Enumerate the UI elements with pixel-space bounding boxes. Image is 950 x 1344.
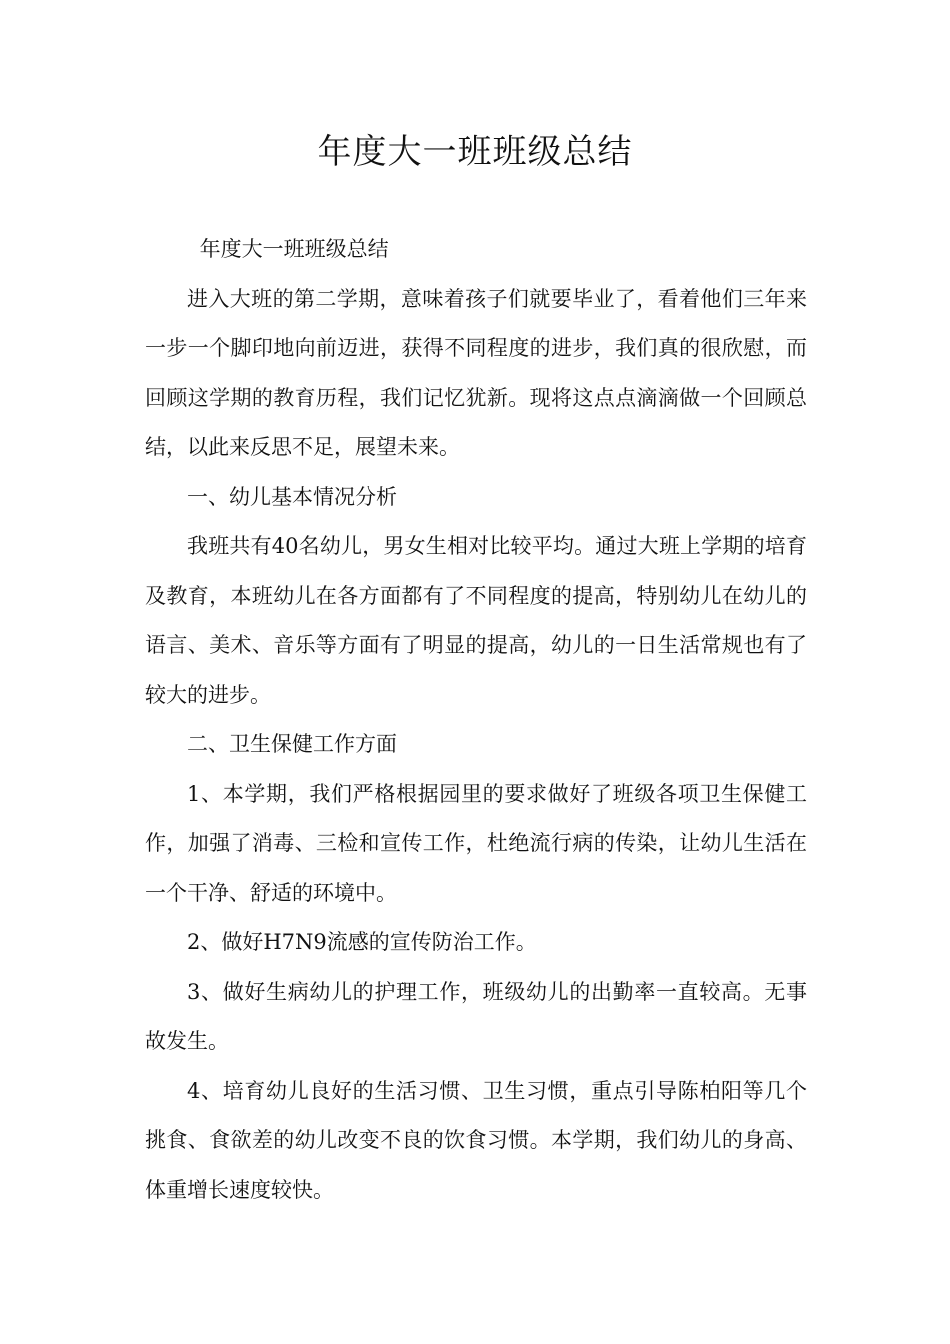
document-body [145, 225, 807, 1215]
section-heading-basic-situation: 一、幼儿基本情况分析 [187, 484, 397, 509]
paragraph-basic-situation: 我班共有40名幼儿，男女生相对比较平均。通过大班上学期的培育及教育，本班幼儿在各方面都有了不同程度的提高，特别幼儿在幼儿的语言、美术、音乐等方面有了明显的提高，幼儿的一日生活常规也有了较大的进步。 [145, 534, 807, 707]
section-heading-health-care: 二、卫生保健工作方面 [187, 732, 397, 756]
list-item-health-4: 4、培育幼儿良好的生活习惯、卫生习惯，重点引导陈柏阳等几个挑食、食欲差的幼儿改变不良的饮食习惯。本学期，我们幼儿的身高、体重增长速度较快。 [145, 1078, 807, 1202]
list-item-health-2: 2、做好H7N9流感的宣传防治工作。 [187, 930, 537, 954]
document-subtitle: 年度大一班班级总结 [199, 237, 389, 261]
paragraph-intro: 进入大班的第二学期，意味着孩子们就要毕业了，看着他们三年来一步一个脚印地向前迈进，获得不同程度的进步，我们真的很欣慰，而回顾这学期的教育历程，我们记忆犹新。现将这点点滴滴做一个回顾总结，以此来反思不足，展望未来。 [145, 286, 807, 459]
list-item-health-1: 1、本学期，我们严格根据园里的要求做好了班级各项卫生保健工作，加强了消毒、三检和宣传工作，杜绝流行病的传染，让幼儿生活在一个干净、舒适的环境中。 [145, 781, 807, 905]
document-title: 年度大一班班级总结 [317, 132, 633, 172]
list-item-health-3: 3、做好生病幼儿的护理工作，班级幼儿的出勤率一直较高。无事故发生。 [145, 979, 807, 1053]
